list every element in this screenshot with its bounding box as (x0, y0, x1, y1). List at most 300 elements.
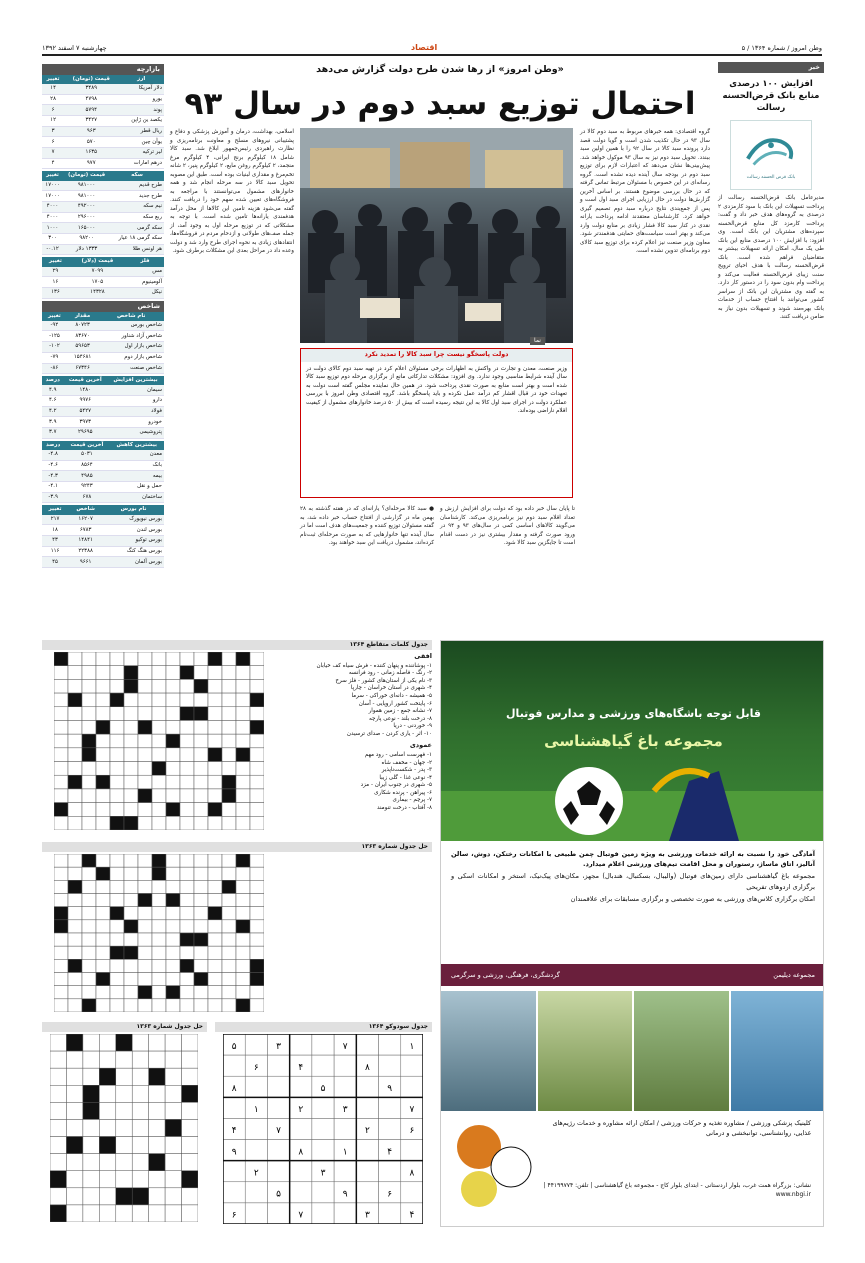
grid-cell (110, 894, 124, 907)
grid-cell (180, 907, 194, 920)
sudoku-cell (401, 1140, 423, 1161)
sudoku-digit: ۱ (342, 1147, 348, 1158)
grid-cell (165, 1119, 181, 1136)
sudoku-cell (379, 1161, 401, 1182)
sudoku-digit: ۹ (387, 1084, 393, 1094)
table-cell: ۱۰۲- (42, 342, 67, 353)
grid-cell (250, 920, 264, 933)
grid-cell (194, 789, 208, 803)
grid-cell (208, 867, 222, 880)
vertical-clues-heading: عمودی (409, 741, 432, 750)
grid-cell (116, 1051, 132, 1068)
ad-brand: مجموعه باغ گیاهشناسی (544, 732, 723, 750)
table-cell: ۱۷۰۵ (69, 277, 126, 288)
table-cell: ۲۹۶۹۵ (64, 428, 108, 439)
sudoku-cell (290, 1076, 312, 1097)
grid-cell (50, 1188, 66, 1205)
table-row (42, 515, 164, 525)
table-cell: ریال قطر (118, 126, 164, 137)
grid-cell (96, 720, 110, 734)
crossword-puzzle (42, 640, 432, 835)
grid-cell (50, 1051, 66, 1068)
sudoku-cell (290, 1182, 312, 1203)
grid-cell (124, 986, 138, 999)
ad-paragraph-1: آمادگی خود را نسبت به ارائه خدمات ورزشی به ویژه زمین فوتبال چمن طبیعی با امکانات رختکن، دوش، سالن آنالیز، اتاق ماساژ، رستوران و محل اقامت تیم‌های ورزشی اعلام میدارد. (451, 850, 815, 869)
table-cell: ۱۶ (42, 277, 69, 288)
table-cell: ۴.۱- (42, 482, 64, 493)
grid-cell (152, 907, 166, 920)
grid-cell (182, 1205, 198, 1222)
table-row (42, 105, 164, 116)
grid-cell (166, 679, 180, 693)
grid-cell (124, 880, 138, 893)
grid-cell (66, 1051, 82, 1068)
grid-cell (165, 1068, 181, 1085)
sudoku-cell (245, 1203, 267, 1224)
grid-cell (124, 933, 138, 946)
table-row (42, 557, 164, 568)
grid-cell (138, 789, 152, 803)
grid-cell (82, 999, 96, 1012)
grid-cell (149, 1102, 165, 1119)
sudoku-digit: ۲ (298, 1105, 304, 1116)
grid-cell (208, 803, 222, 817)
grid-cell (182, 1068, 198, 1085)
grid-cell (124, 748, 138, 762)
table-row (42, 244, 164, 255)
news-title: افزایش ۱۰۰ درصدی منابع بانک قرض‌الحسنه رسالت (722, 78, 820, 113)
grid-cell (236, 986, 250, 999)
clue: ۵- همیشه - دانه‌ای خوراکی - سرما (351, 692, 432, 699)
table-row (42, 202, 164, 213)
grid-cell (116, 1171, 132, 1188)
table-cell: ۹۸۱۰۰۰ (63, 181, 110, 191)
grid-cell (222, 907, 236, 920)
grid-cell (110, 959, 124, 972)
grid-cell (152, 854, 166, 867)
grid-cell (54, 707, 68, 721)
grid-cell (222, 986, 236, 999)
sudoku-cell (290, 1118, 312, 1139)
table-cell: شاخص آزاد شناور (98, 331, 164, 342)
ad-photo-cycling (441, 991, 536, 1111)
grid-cell (66, 1188, 82, 1205)
grid-cell (152, 693, 166, 707)
grid-cell (124, 789, 138, 803)
sudoku-digit: ۱ (409, 1041, 415, 1052)
grid-cell (236, 854, 250, 867)
grid-cell (222, 748, 236, 762)
table-cell: آلومینیوم (126, 277, 164, 288)
grid-cell (236, 775, 250, 789)
grid-cell (96, 707, 110, 721)
clue: ۱- پوشاننده و پنهان کننده - فرش سیاه کف خیابان (316, 662, 432, 669)
grid-cell (208, 707, 222, 721)
grid-cell (83, 1068, 99, 1085)
grid-cell (222, 894, 236, 907)
clue: ۲- رنگ - فاصله زمانی - رود فرانسه (348, 670, 432, 677)
grid-cell (110, 946, 124, 959)
table-cell: ۳.۹- (42, 492, 64, 503)
table-cell: ۴۹۲۰۰۰ (63, 202, 110, 213)
grid-cell (180, 946, 194, 959)
grid-cell (236, 720, 250, 734)
column-header: شاخص (68, 505, 103, 514)
grid-cell (124, 693, 138, 707)
grid-cell (124, 803, 138, 817)
crossword-clues (268, 652, 432, 812)
clue: ۹- خوردنی - دریا (393, 723, 432, 730)
table-cell: سیمان (107, 385, 164, 395)
table-cell: ۳۰۰ (42, 234, 63, 245)
table-row (42, 94, 164, 105)
grid-cell (68, 894, 82, 907)
grid-cell (222, 707, 236, 721)
grid-cell (82, 920, 96, 933)
grid-cell (182, 1085, 198, 1102)
grid-cell (82, 652, 96, 666)
article-photo (300, 128, 573, 343)
table-row (42, 471, 164, 482)
table-cell: سکه گرمی (110, 223, 164, 234)
table-cell: ۹۷۷ (64, 158, 118, 169)
grid-cell (116, 1102, 132, 1119)
grid-cell (96, 748, 110, 762)
grid-cell (152, 959, 166, 972)
grid-cell (208, 748, 222, 762)
grid-cell (54, 789, 68, 803)
grid-cell (138, 986, 152, 999)
grid-cell (194, 959, 208, 972)
grid-cell (83, 1137, 99, 1154)
table-cell: بورس نیویورک (103, 515, 164, 525)
table-cell: بورس آلمان (103, 557, 164, 568)
grid-cell (236, 894, 250, 907)
grid-cell (82, 707, 96, 721)
table-cell: ۶ (42, 137, 64, 148)
grid-cell (222, 880, 236, 893)
grid-cell (250, 816, 264, 830)
column-header: تغییر (42, 171, 63, 180)
table-cell: ۶۷۸۳ (68, 525, 103, 536)
sudoku-cell (290, 1161, 312, 1182)
table-cell: ۴.۹ (42, 385, 64, 395)
table-cell: ۱۸ (42, 525, 68, 536)
grid-cell (68, 867, 82, 880)
grid-cell (68, 803, 82, 817)
grid-cell (250, 880, 264, 893)
grid-cell (110, 880, 124, 893)
grid-cell (82, 748, 96, 762)
grid-cell (180, 652, 194, 666)
grid-cell (82, 854, 96, 867)
grid-cell (166, 959, 180, 972)
ad-address: نشانی: بزرگراه همت غرب، بلوار اردستانی - ابتدای بلوار کاج - مجموعه باغ گیاهشناسی | تلفن: ۴۴۱۹۹۷۷۴ | www.nbgi.ir (543, 1182, 811, 1198)
column-header: نام شاخص (98, 312, 164, 321)
clue: ۱- فهرست اسامی - رود مهم (364, 752, 432, 758)
grid-cell (110, 666, 124, 680)
grid-cell (236, 973, 250, 986)
column-header: بیشترین افزایش (107, 376, 164, 385)
grid-cell (166, 999, 180, 1012)
grid-cell (116, 1154, 132, 1171)
table-row (42, 148, 164, 159)
ad-paragraph-3: امکان برگزاری کلاس‌های ورزشی به صورت تخصصی و برگزاری مسابقات برای علاقمندان (570, 894, 815, 903)
grid-cell (236, 693, 250, 707)
clue: ۵- شهری در جنوب ایران - مزد (360, 782, 432, 789)
table-cell: ۳ (42, 126, 64, 137)
table-cell: ۳۴۸۹ (64, 84, 118, 94)
grid-cell (96, 986, 110, 999)
grid-cell (180, 867, 194, 880)
table-cell: ۱۰۰۰ (42, 223, 63, 234)
grid-cell (138, 920, 152, 933)
grid-cell (50, 1137, 66, 1154)
grid-cell (208, 907, 222, 920)
grid-cell (66, 1154, 82, 1171)
grid-cell (138, 880, 152, 893)
column-header: بیشترین کاهش (109, 441, 164, 450)
grid-cell (68, 652, 82, 666)
grid-cell (68, 666, 82, 680)
grid-cell (222, 775, 236, 789)
grid-cell (236, 880, 250, 893)
grid-cell (54, 666, 68, 680)
grid-cell (236, 999, 250, 1012)
grid-cell (54, 720, 68, 734)
table-cell: شاخص بازار دوم (98, 352, 164, 363)
sudoku-cell (267, 1055, 289, 1076)
table-cell: ۴.۶- (42, 460, 64, 471)
grid-cell (124, 973, 138, 986)
grid-cell (152, 775, 166, 789)
section-logo: اقتصاد (410, 42, 438, 52)
grid-cell (194, 907, 208, 920)
grid-cell (250, 894, 264, 907)
table-row (42, 84, 164, 94)
ad-photo-swimming (731, 991, 825, 1111)
grid-cell (50, 1119, 66, 1136)
grid-cell (222, 679, 236, 693)
grid-cell (50, 1205, 66, 1222)
grid-cell (138, 907, 152, 920)
table-cell: ۴.۶ (42, 396, 64, 407)
grid-cell (182, 1102, 198, 1119)
grid-cell (68, 880, 82, 893)
sudoku-cell (312, 1097, 334, 1118)
boxed-title: دولت پاسخگو نیست چرا سبد کالا را تمدید نکرد (301, 349, 572, 362)
grid-cell (110, 652, 124, 666)
sudoku-cell (379, 1034, 401, 1055)
grid-cell (152, 816, 166, 830)
sudoku-cell (312, 1182, 334, 1203)
date-label: چهارشنبه ۷ اسفند ۱۳۹۲ (42, 43, 107, 52)
grid-cell (124, 959, 138, 972)
grid-cell (54, 775, 68, 789)
small-crossword (42, 1022, 207, 1227)
table-cell: ۸۰۷۲۳ (67, 321, 99, 331)
grid-cell (110, 720, 124, 734)
grid-cell (132, 1085, 148, 1102)
grid-cell (83, 1171, 99, 1188)
grid-cell (68, 762, 82, 776)
grid-cell (82, 933, 96, 946)
top-losers-table (42, 441, 164, 504)
grid-cell (149, 1034, 165, 1051)
grid-cell (180, 999, 194, 1012)
ad-photo-park (538, 991, 633, 1111)
column-header: تغییر (42, 257, 69, 266)
grid-cell (110, 789, 124, 803)
article-column-2: اسلامی، بهداشت، درمان و آموزش پزشکی و دفاع و پشتیبانی نیروهای مسلح و معاونت برنامه‌ریزی و نظارت راهبردی رئیس‌جمهور ابلاغ شد. سبد کالا شامل ۱۸ کیلوگرم برنج ایرانی، ۴ کیلوگرم مرغ منجمد، ۲ کیلوگرم روغن مایع، ۲ کیلوگرم پنیر، ۲ شانه تخم‌مرغ و مقداری لبنیات بوده است. طبق این مصوبه تحویل سبد کالا در سه مرحله انجام شد و همه خانوارهای مشمول می‌توانستند با مراجعه به فروشگاه‌های تعیین شده سهم خود را دریافت کنند. گفته می‌شود هزینه تامین این کالاها از محل درآمد هدفمندی یارانه‌ها تامین شده است. با توجه به مشکلاتی که در توزیع مرحله اول به وجود آمد، از جمله صف‌های طولانی و ازدحام مردم در فروشگاه‌ها، انتقادهای زیادی به نحوه اجرای طرح وارد شد و دولت وعده داد در مراحل بعدی این مشکلات برطرف شود. (170, 129, 294, 254)
grid-cell (96, 789, 110, 803)
grid-cell (138, 734, 152, 748)
grid-cell (110, 854, 124, 867)
grid-cell (208, 880, 222, 893)
page-header (42, 42, 822, 56)
grid-cell (208, 894, 222, 907)
grid-cell (138, 762, 152, 776)
grid-cell (208, 666, 222, 680)
grid-cell (152, 666, 166, 680)
grid-cell (116, 1068, 132, 1085)
grid-cell (194, 720, 208, 734)
sudoku-digit: ۴ (231, 1126, 237, 1137)
grid-cell (222, 789, 236, 803)
sudoku-cell (334, 1203, 356, 1224)
grid-cell (166, 748, 180, 762)
section-label: خبر (718, 62, 824, 73)
grid-cell (132, 1154, 148, 1171)
clue: ۸- آفتاب - درخت تنومند (377, 804, 432, 811)
grid-cell (166, 894, 180, 907)
grid-cell (152, 933, 166, 946)
table-row (42, 342, 164, 353)
clue: ۲- جهان - مخفف شاه (381, 759, 432, 766)
table-cell: هر اونس طلا (110, 244, 164, 255)
grid-cell (208, 959, 222, 972)
table-header (42, 257, 164, 266)
clue: ۴- شهری در استان خراسان - چارپا (350, 685, 432, 692)
table-row (42, 546, 164, 557)
grid-cell (166, 652, 180, 666)
table-cell: مس (126, 267, 164, 277)
sudoku-digit: ۶ (253, 1062, 259, 1073)
grid-cell (96, 867, 110, 880)
table-cell: ۸۵۶۴ (64, 460, 109, 471)
grid-cell (194, 734, 208, 748)
grid-cell (222, 816, 236, 830)
grid-cell (236, 803, 250, 817)
column-header: ارز (118, 75, 164, 84)
table-row (42, 288, 164, 299)
grid-cell (166, 775, 180, 789)
table-row (42, 417, 164, 428)
grid-cell (236, 816, 250, 830)
sudoku-digit: ۸ (298, 1147, 304, 1158)
grid-cell (194, 652, 208, 666)
table-cell: ۹۸۲۰۰ (63, 234, 110, 245)
sudoku-digit: ۷ (409, 1105, 415, 1116)
grid-cell (166, 867, 180, 880)
grid-cell (166, 880, 180, 893)
grid-cell (82, 816, 96, 830)
column-header: فلز (126, 257, 164, 266)
grid-cell (83, 1205, 99, 1222)
grid-cell (165, 1154, 181, 1171)
sudoku-cell (267, 1140, 289, 1161)
grid-cell (208, 999, 222, 1012)
grid-cell (54, 652, 68, 666)
grid-cell (96, 933, 110, 946)
vertical-clues (268, 752, 432, 812)
grid-cell (208, 762, 222, 776)
table-cell: بانک (109, 460, 164, 471)
grid-cell (82, 907, 96, 920)
column-header: تغییر (42, 75, 64, 84)
grid-cell (166, 762, 180, 776)
grid-cell (68, 959, 82, 972)
grid-cell (222, 933, 236, 946)
grid-cell (110, 734, 124, 748)
grid-cell (250, 867, 264, 880)
column-header: قیمت (تومان) (63, 171, 110, 180)
table-cell: ۳.۹ (42, 417, 64, 428)
table-cell: ۱۲۵- (42, 331, 67, 342)
grid-cell (250, 907, 264, 920)
grid-cell (138, 666, 152, 680)
grid-cell (208, 920, 222, 933)
grid-cell (110, 933, 124, 946)
grid-cell (96, 973, 110, 986)
grid-cell (132, 1188, 148, 1205)
table-row (42, 126, 164, 137)
table-row (42, 191, 164, 202)
clue: ۸- درخت بلند - نوعی پارچه (369, 715, 432, 722)
grid-cell (124, 854, 138, 867)
clue: ۷- پرچم - بیماری (392, 797, 432, 804)
table-cell: شاخص بازار اول (98, 342, 164, 353)
sudoku-digit: ۴ (298, 1062, 304, 1073)
grid-cell (236, 959, 250, 972)
table-cell: پتروشیمی (107, 428, 164, 439)
grid-cell (124, 816, 138, 830)
table-cell: طرح قدیم (110, 181, 164, 191)
grid-cell (50, 1085, 66, 1102)
grid-cell (124, 894, 138, 907)
crossword-title: جدول کلمات متقاطع ۱۳۶۴ (42, 640, 432, 650)
grid-cell (180, 679, 194, 693)
table-cell: ۴.۳- (42, 471, 64, 482)
clue: ۶- پایتخت کشور اروپایی - آسان (358, 700, 432, 707)
grid-cell (110, 999, 124, 1012)
table-cell: فولاد (107, 406, 164, 417)
table-row (42, 406, 164, 417)
grid-cell (166, 816, 180, 830)
fx-table (42, 75, 164, 170)
table-row (42, 331, 164, 342)
grid-cell (149, 1205, 165, 1222)
grid-cell (132, 1051, 148, 1068)
ad-ribbon-right: گردشگری، فرهنگی، ورزشی و سرگرمی (451, 970, 560, 979)
grid-cell (166, 854, 180, 867)
grid-cell (208, 775, 222, 789)
clue: ۳- پدر - شکست‌ناپذیر (381, 767, 432, 774)
market-column (42, 62, 164, 632)
table-row (42, 223, 164, 234)
table-row (42, 525, 164, 536)
table-cell: دارو (107, 396, 164, 407)
